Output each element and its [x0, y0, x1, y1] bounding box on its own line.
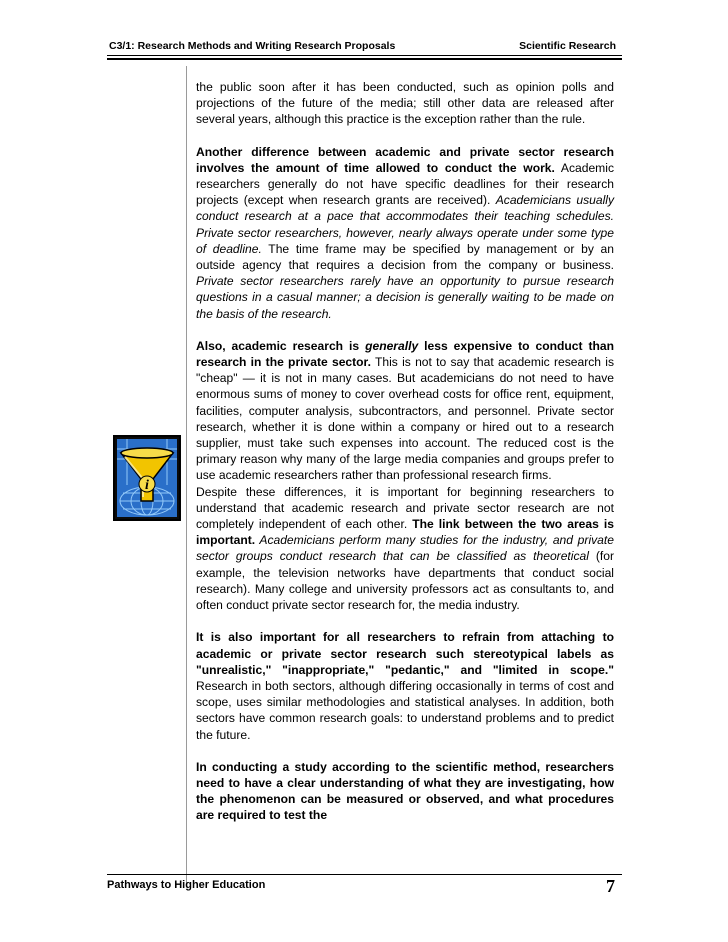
p4-text2: (for example, the television networks have departments that conduct social research). Many college and university professors act as consultants to, and often conduct private sector research for, the media industry.: [196, 549, 614, 613]
p4-text1: Despite these differences, it is important for beginning researchers to understand that academic research and private sector research are not completely independent of each other.: [196, 484, 614, 532]
info-letter: i: [145, 478, 149, 493]
p2-text2: The time frame may be specified by management or by an outside agency that requires a decision from the company or business.: [196, 241, 614, 273]
p3-bold-italic: generally: [365, 338, 419, 353]
p3-bold1: Also, academic research is: [196, 338, 366, 353]
p3-text: This is not to say that academic research is "cheap" — it is not in many cases. But academicians do not need to have enormous sums of money to cover overhead costs for office rent, equipment, facilities, computer analysis, subcontractors, and personnel. Private sector research, whether it is done within a company or hired out to a research supplier, must take such expenses into account. The reduced cost is the primary reason why many of the large media companies and groups prefer to use academic researchers rather than professional research firms.: [196, 355, 614, 483]
p4-italic1: Academicians perform many studies for the industry, and private sector groups conduct research that can be classified as theoretical: [196, 533, 614, 564]
page-number: 7: [606, 876, 615, 896]
paragraph-1: the public soon after it has been conducted, such as opinion polls and projections of the future of the media; still other data are released after several years, although this practice is the exception rather than the rule.: [196, 80, 614, 127]
header-rule: [107, 55, 622, 56]
p6-bold: In conducting a study according to the scientific method, researchers need to have a clear understanding of what they are investigating, how the phenomenon can be measured or observed, and what procedures are required to test the: [196, 759, 614, 823]
page-header: [107, 40, 622, 55]
paragraph-2: [196, 144, 614, 322]
footer-rule: [107, 874, 622, 875]
body-text: [196, 79, 614, 840]
paragraph-6: [196, 759, 614, 824]
header-course-title: C3/1: Research Methods and Writing Research Proposals: [109, 40, 396, 52]
p5-bold: It is also important for all researchers to refrain from attaching to academic or private sector research such stereotypical labels as "unrealistic," "inappropriate," "pedantic," and "limited in scope.": [196, 630, 614, 677]
p2-bold: Another difference between academic and private sector research involves the amount of time allowed to conduct the work.: [196, 144, 614, 175]
paragraph-4: [196, 484, 614, 614]
paragraph-3: [196, 338, 614, 484]
p5-text: Research in both sectors, although differing occasionally in terms of cost and scope, uses similar methodologies and statistical analyses. In addition, both sectors have common research goals: to understand problems and to predict the future.: [196, 678, 614, 742]
p2-italic2: Private sector researchers rarely have an opportunity to pursue research questions in a casual manner; a decision is generally waiting to be made on the basis of the research.: [196, 274, 614, 321]
header-rule-thick: [107, 58, 622, 60]
funnel-info-icon: [113, 435, 181, 521]
p2-text1: Academic researchers generally do not have specific deadlines for their research projects (except when research grants are received).: [196, 160, 614, 208]
p2-italic1: Academicians usually conduct research at a pace that accommodates their teaching schedules. Private sector researchers, however, nearly always operate under some type of deadline.: [196, 193, 614, 256]
margin-divider: [186, 66, 187, 884]
p4-bold: The link between the two areas is important.: [196, 517, 614, 548]
paragraph-5: [196, 629, 614, 742]
p3-bold2: less expensive to conduct than research in the private sector.: [196, 338, 614, 370]
footer-title: Pathways to Higher Education: [107, 879, 266, 891]
header-section-title: Scientific Research: [519, 40, 616, 52]
